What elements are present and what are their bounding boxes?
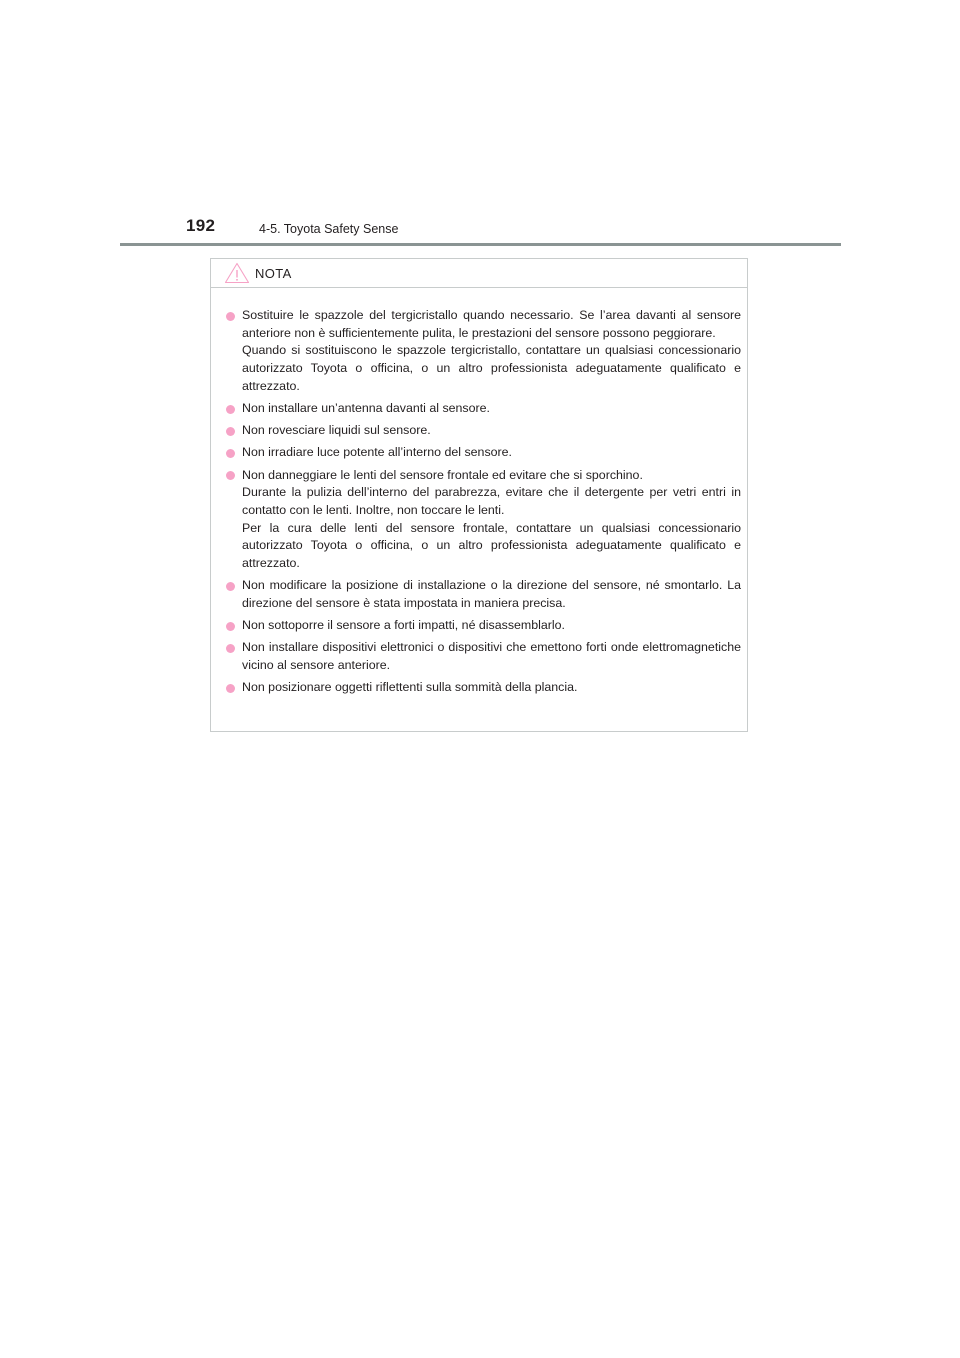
bullet-icon	[226, 427, 235, 436]
list-item	[225, 307, 741, 396]
warning-triangle-icon	[224, 262, 250, 284]
list-item-text: Non rovesciare liquidi sul sensore.	[242, 423, 431, 438]
list-item	[225, 639, 741, 674]
list-item-text: Durante la pulizia dell’interno del parabrezza, evitare che il detergente per vetri entri in contatto con le lenti. Inoltre, non toccare le lenti.	[242, 485, 741, 518]
list-item	[225, 400, 741, 418]
note-label: NOTA	[255, 265, 292, 281]
note-header	[224, 261, 292, 285]
list-item	[225, 679, 741, 697]
list-item	[225, 617, 741, 635]
list-item	[225, 577, 741, 612]
note-box	[210, 258, 748, 732]
list-item	[225, 444, 741, 462]
list-item-text: Non posizionare oggetti riflettenti sulla sommità della plancia.	[242, 680, 578, 695]
list-item	[225, 422, 741, 440]
list-item-text: Non modificare la posizione di installazione o la direzione del sensore, né smontarlo. La direzione del sensore è stata impostata in maniera precisa.	[242, 578, 741, 611]
note-list	[225, 307, 741, 702]
bullet-icon	[226, 644, 235, 653]
bullet-icon	[226, 471, 235, 480]
list-item-text: Non sottoporre il sensore a forti impatti, né disassemblarlo.	[242, 618, 565, 633]
list-item-text: Non installare dispositivi elettronici o dispositivi che emettono forti onde elettromagnetiche vicino al sensore anteriore.	[242, 640, 741, 673]
list-item-text: Sostituire le spazzole del tergicristallo quando necessario. Se l’area davanti al sensore anteriore non è sufficientemente pulita, le prestazioni del sensore possono peggiorare.	[242, 308, 741, 340]
bullet-icon	[226, 405, 235, 414]
list-item-text: Non irradiare luce potente all’interno del sensore.	[242, 445, 512, 460]
note-divider	[211, 287, 747, 288]
bullet-icon	[226, 684, 235, 693]
list-item	[225, 467, 741, 573]
bullet-icon	[226, 312, 235, 321]
list-item-text: Per la cura delle lenti del sensore frontale, contattare un qualsiasi concessionario autorizzato Toyota o officina, o un altro professionista adeguatamente qualificato e attrezzato.	[242, 520, 741, 571]
bullet-icon	[226, 582, 235, 591]
bullet-icon	[226, 622, 235, 631]
bullet-icon	[226, 449, 235, 458]
list-item-text: Non installare un’antenna davanti al sensore.	[242, 401, 490, 416]
list-item-text: Quando si sostituiscono le spazzole tergicristallo, contattare un qualsiasi concessionario autorizzato Toyota o officina, o un altro professionista adeguatamente qualificato e attrezzato.	[242, 343, 741, 393]
section-title: 4-5. Toyota Safety Sense	[259, 222, 399, 236]
header-rule	[120, 243, 841, 246]
list-item-text: Non danneggiare le lenti del sensore frontale ed evitare che si sporchino.	[242, 467, 643, 482]
page-number: 192	[186, 216, 216, 235]
